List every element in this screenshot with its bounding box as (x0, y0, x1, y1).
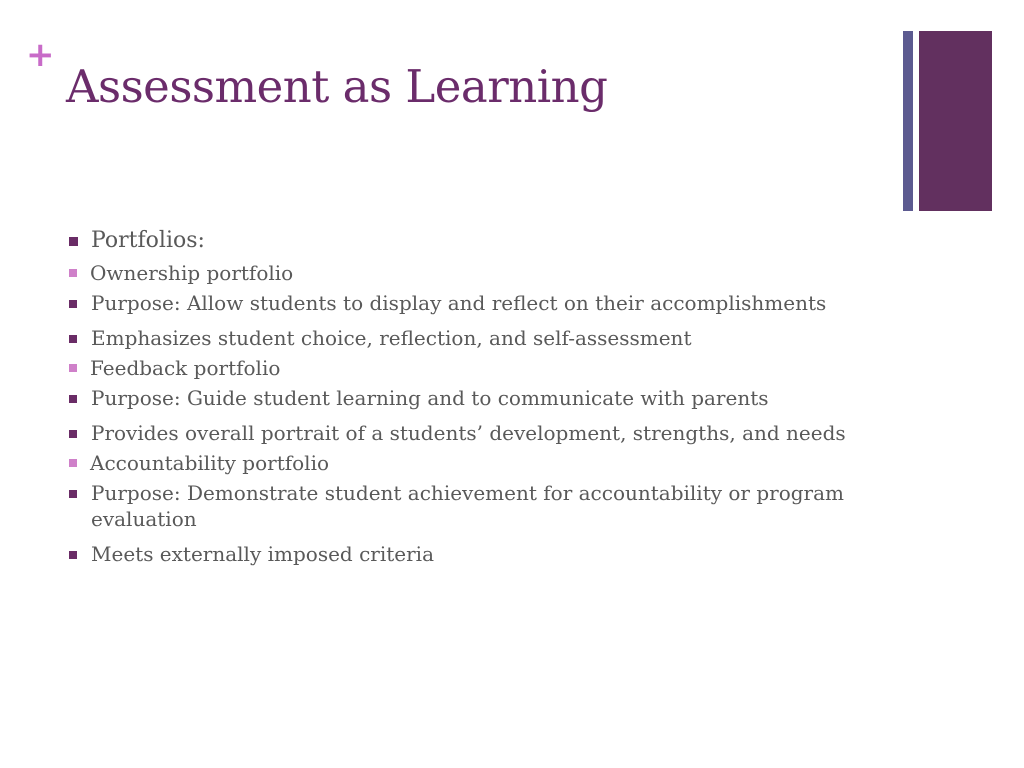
slide-body (66, 226, 886, 567)
list-item (66, 420, 886, 446)
list-item-label: Accountability portfolio (90, 451, 330, 475)
list-item (66, 385, 886, 411)
square-bullet-icon (69, 551, 77, 559)
square-bullet-icon (69, 430, 77, 438)
square-bullet-icon (69, 269, 77, 277)
list-item-text: Purpose: Demonstrate student achievement for accountability or program evaluation (91, 481, 845, 531)
list-item (66, 541, 886, 567)
list-item-portfolios (66, 226, 886, 256)
sub-sub-list-container (66, 480, 886, 567)
sub-sub-list (66, 290, 886, 351)
square-bullet-icon (69, 459, 77, 467)
list-item-text: Provides overall portrait of a students’ development, strengths, and needs (91, 421, 846, 445)
square-bullet-icon (69, 395, 77, 403)
square-bullet-icon (69, 237, 78, 246)
sub-sub-list (66, 480, 886, 567)
bullet-list (66, 226, 886, 256)
list-item-label: Portfolios: (91, 228, 205, 253)
square-bullet-icon (69, 364, 77, 372)
list-item-label: Ownership portfolio (90, 261, 294, 285)
list-item-text: Meets externally imposed criteria (91, 542, 434, 566)
sub-sub-list-container (66, 385, 886, 446)
list-item-accountability-portfolio (66, 450, 886, 476)
list-item (66, 325, 886, 351)
accent-bar-thin (903, 31, 913, 211)
square-bullet-icon (69, 300, 77, 308)
list-item (66, 290, 886, 316)
list-item (66, 480, 886, 532)
list-item-text: Purpose: Allow students to display and reflect on their accomplishments (91, 291, 827, 315)
slide-title: Assessment as Learning (66, 60, 608, 113)
list-item-feedback-portfolio (66, 355, 886, 381)
sub-sub-list-container (66, 290, 886, 351)
list-item-text: Purpose: Guide student learning and to communicate with parents (91, 386, 769, 410)
accent-bar-thick (919, 31, 992, 211)
square-bullet-icon (69, 490, 77, 498)
list-item-label: Feedback portfolio (90, 356, 281, 380)
plus-icon: + (26, 35, 55, 75)
list-item-ownership-portfolio (66, 260, 886, 286)
sub-sub-list (66, 385, 886, 446)
square-bullet-icon (69, 335, 77, 343)
sub-list (66, 260, 886, 567)
list-item-text: Emphasizes student choice, reflection, and self-assessment (91, 326, 692, 350)
